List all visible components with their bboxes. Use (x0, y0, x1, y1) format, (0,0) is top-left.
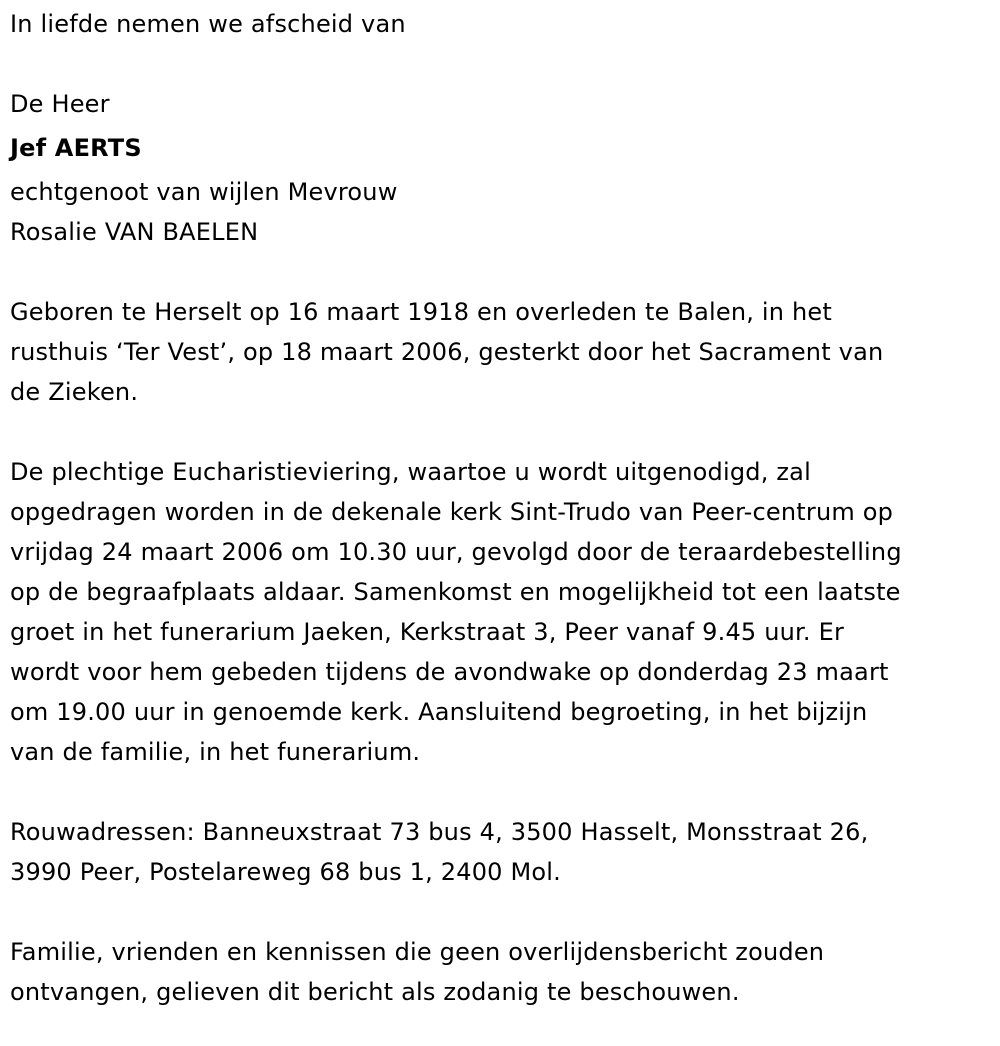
spouse-line-2: Rosalie VAN BAELEN (10, 218, 259, 246)
paragraph-line: van de familie, in het funerarium. (10, 738, 421, 766)
paragraph-line: ontvangen, gelieven dit bericht als zodanig te beschouwen. (10, 978, 740, 1006)
spacer (10, 252, 990, 292)
death-notice (10, 4, 990, 1012)
deceased-name: Jef AERTS (10, 134, 142, 162)
birth-death-paragraph (10, 292, 990, 412)
paragraph-line: wordt voor hem gebeden tijdens de avondwake op donderdag 23 maart (10, 658, 889, 686)
paragraph-line: Geboren te Herselt op 16 maart 1918 en overleden te Balen, in het (10, 298, 832, 326)
paragraph-line: Rouwadressen: Banneuxstraat 73 bus 4, 3500 Hasselt, Monsstraat 26, (10, 818, 869, 846)
paragraph-line: Familie, vrienden en kennissen die geen overlijdensbericht zouden (10, 938, 825, 966)
spacer (10, 44, 990, 84)
addresses-paragraph (10, 812, 990, 892)
spacer (10, 892, 990, 932)
paragraph-line: De plechtige Eucharistieviering, waartoe u wordt uitgenodigd, zal (10, 458, 811, 486)
paragraph-line: vrijdag 24 maart 2006 om 10.30 uur, gevolgd door de teraardebestelling (10, 538, 902, 566)
paragraph-line: 3990 Peer, Postelareweg 68 bus 1, 2400 Mol. (10, 858, 561, 886)
spouse-line-1: echtgenoot van wijlen Mevrouw (10, 178, 398, 206)
paragraph-line: opgedragen worden in de dekenale kerk Sint-Trudo van Peer-centrum op (10, 498, 894, 526)
intro-text: In liefde nemen we afscheid van (10, 10, 406, 38)
paragraph-line: om 19.00 uur in genoemde kerk. Aansluitend begroeting, in het bijzijn (10, 698, 868, 726)
closing-paragraph (10, 932, 990, 1012)
paragraph-line: groet in het funerarium Jaeken, Kerkstraat 3, Peer vanaf 9.45 uur. Er (10, 618, 845, 646)
paragraph-line: op de begraafplaats aldaar. Samenkomst en mogelijkheid tot een laatste (10, 578, 901, 606)
salutation: De Heer (10, 90, 110, 118)
ceremony-paragraph (10, 452, 990, 772)
paragraph-line: rusthuis ‘Ter Vest’, op 18 maart 2006, gesterkt door het Sacrament van (10, 338, 884, 366)
spacer (10, 772, 990, 812)
spacer (10, 412, 990, 452)
paragraph-line: de Zieken. (10, 378, 139, 406)
